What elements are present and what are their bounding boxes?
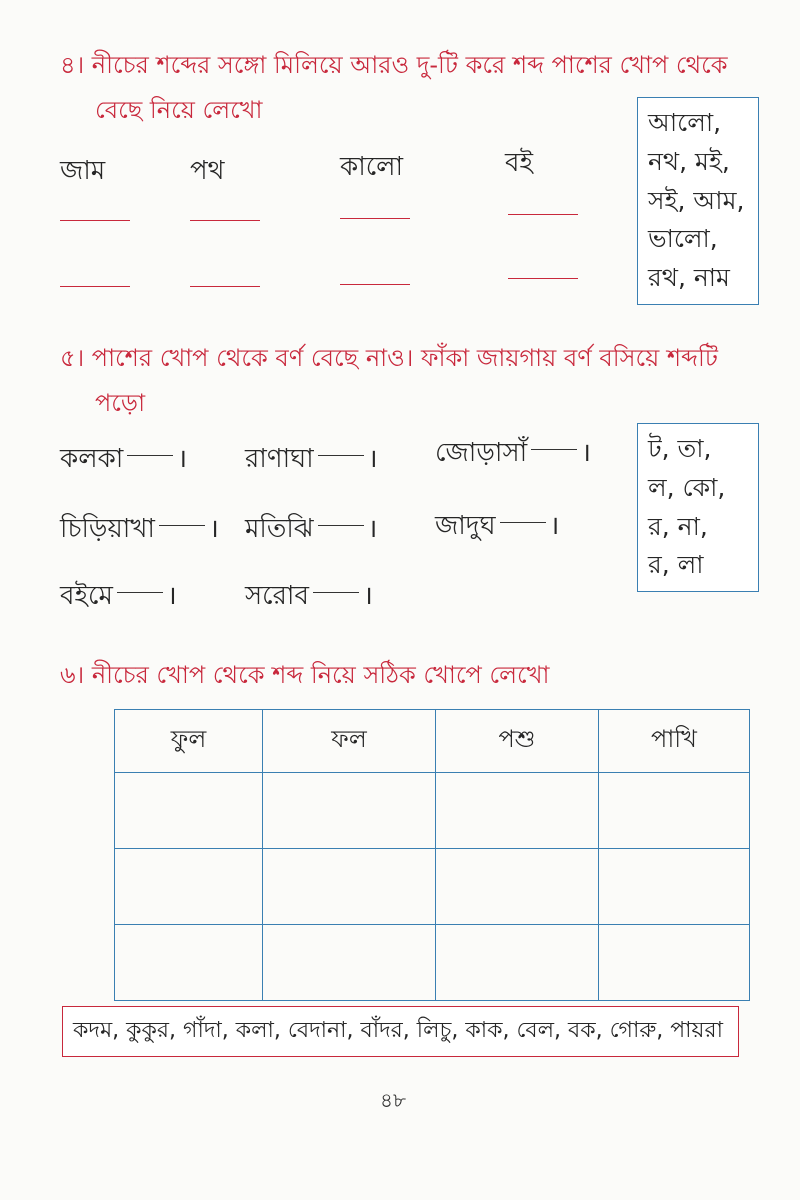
q4-word-2: পথ bbox=[190, 156, 225, 186]
table-row bbox=[115, 925, 750, 1001]
box-line: আলো, bbox=[648, 108, 722, 137]
q4-word-box bbox=[637, 97, 759, 305]
header-fruit: ফল bbox=[263, 710, 436, 773]
answer-blank[interactable] bbox=[190, 220, 260, 221]
table-cell[interactable] bbox=[436, 773, 599, 849]
q5-item bbox=[60, 575, 177, 619]
table-cell[interactable] bbox=[115, 849, 263, 925]
letter-blank[interactable] bbox=[318, 455, 364, 456]
table-cell[interactable] bbox=[599, 849, 750, 925]
box-line: ভালো, bbox=[648, 224, 718, 254]
q5-word: রাণাঘা bbox=[245, 444, 314, 474]
box-line: ট, তা, bbox=[648, 434, 712, 463]
category-table bbox=[114, 709, 750, 1001]
q4-word-4: বই bbox=[505, 148, 533, 178]
danda: । bbox=[208, 514, 219, 544]
danda: । bbox=[367, 444, 378, 474]
q5-item bbox=[245, 575, 373, 619]
q5-word: জাদুঘ bbox=[435, 511, 496, 541]
header-animal: পশু bbox=[436, 710, 599, 773]
header-flower: ফুল bbox=[115, 710, 263, 773]
box-line: রথ, নাম bbox=[648, 263, 730, 292]
q5-title-line2: পড়ো bbox=[95, 389, 146, 417]
danda: । bbox=[581, 438, 592, 468]
letter-blank[interactable] bbox=[127, 455, 173, 456]
header-bird: পাখি bbox=[599, 710, 750, 773]
letter-blank[interactable] bbox=[117, 592, 163, 593]
answer-blank[interactable] bbox=[60, 220, 130, 221]
answer-blank[interactable] bbox=[508, 278, 578, 279]
box-line: র, না, bbox=[648, 511, 708, 541]
table-cell[interactable] bbox=[599, 773, 750, 849]
word-bank-box bbox=[62, 1006, 739, 1057]
answer-blank[interactable] bbox=[340, 218, 410, 219]
table-cell[interactable] bbox=[263, 925, 436, 1001]
letter-blank[interactable] bbox=[318, 525, 364, 526]
q5-word: জোড়াসাঁ bbox=[435, 438, 528, 468]
answer-blank[interactable] bbox=[60, 286, 130, 287]
table-cell[interactable] bbox=[436, 925, 599, 1001]
table-header-row bbox=[115, 710, 750, 773]
table-cell[interactable] bbox=[115, 925, 263, 1001]
danda: । bbox=[362, 581, 373, 611]
table-cell[interactable] bbox=[115, 773, 263, 849]
box-line: র, লা bbox=[648, 550, 704, 580]
answer-blank[interactable] bbox=[190, 286, 260, 287]
letter-blank[interactable] bbox=[159, 525, 205, 526]
danda: । bbox=[166, 581, 177, 611]
table-cell[interactable] bbox=[263, 849, 436, 925]
danda: । bbox=[367, 514, 378, 544]
q5-item bbox=[435, 505, 559, 549]
box-line: ল, কো, bbox=[648, 472, 726, 502]
letter-blank[interactable] bbox=[500, 522, 546, 523]
danda: । bbox=[549, 511, 560, 541]
q5-item bbox=[60, 508, 219, 552]
q5-word: কলকা bbox=[60, 444, 124, 474]
danda: । bbox=[177, 444, 188, 474]
box-line: সই, আম, bbox=[648, 185, 745, 215]
letter-blank[interactable] bbox=[531, 449, 577, 450]
q4-title-line1: ৪। নীচের শব্দের সঙ্গো মিলিয়ে আরও দু-টি করে শব্দ পাশের খোপ থেকে bbox=[60, 51, 728, 79]
q5-item bbox=[245, 438, 378, 482]
table-cell[interactable] bbox=[263, 773, 436, 849]
q5-letter-box bbox=[637, 423, 759, 592]
q4-word-1: জাম bbox=[60, 156, 106, 186]
page-number: ৪৮ bbox=[380, 1088, 406, 1112]
q4-title-line2: বেছে নিয়ে লেখো bbox=[95, 96, 263, 124]
q5-word: মতিঝি bbox=[245, 514, 314, 544]
q5-word: বইমে bbox=[60, 581, 113, 611]
q5-item bbox=[245, 508, 377, 552]
answer-blank[interactable] bbox=[340, 284, 410, 285]
q5-title-line1: ৫। পাশের খোপ থেকে বর্ণ বেছে নাও। ফাঁকা জায়গায় বর্ণ বসিয়ে শব্দটি bbox=[60, 344, 718, 372]
q5-item bbox=[60, 438, 187, 482]
q5-word: সরোব bbox=[245, 581, 309, 611]
q5-word: চিড়িয়াখা bbox=[60, 514, 155, 544]
table-row bbox=[115, 773, 750, 849]
q6-title: ৬। নীচের খোপ থেকে শব্দ নিয়ে সঠিক খোপে লেখো bbox=[60, 661, 550, 689]
word-bank: কদম, কুকুর, গাঁদা, কলা, বেদানা, বাঁদর, লিচু, কাক, বেল, বক, গোরু, পায়রা bbox=[73, 1018, 723, 1043]
answer-blank[interactable] bbox=[508, 214, 578, 215]
q4-word-3: কালো bbox=[340, 152, 404, 182]
table-cell[interactable] bbox=[436, 849, 599, 925]
q5-item bbox=[435, 432, 591, 476]
table-row bbox=[115, 849, 750, 925]
letter-blank[interactable] bbox=[313, 592, 359, 593]
box-line: নথ, মই, bbox=[648, 146, 730, 176]
table-cell[interactable] bbox=[599, 925, 750, 1001]
